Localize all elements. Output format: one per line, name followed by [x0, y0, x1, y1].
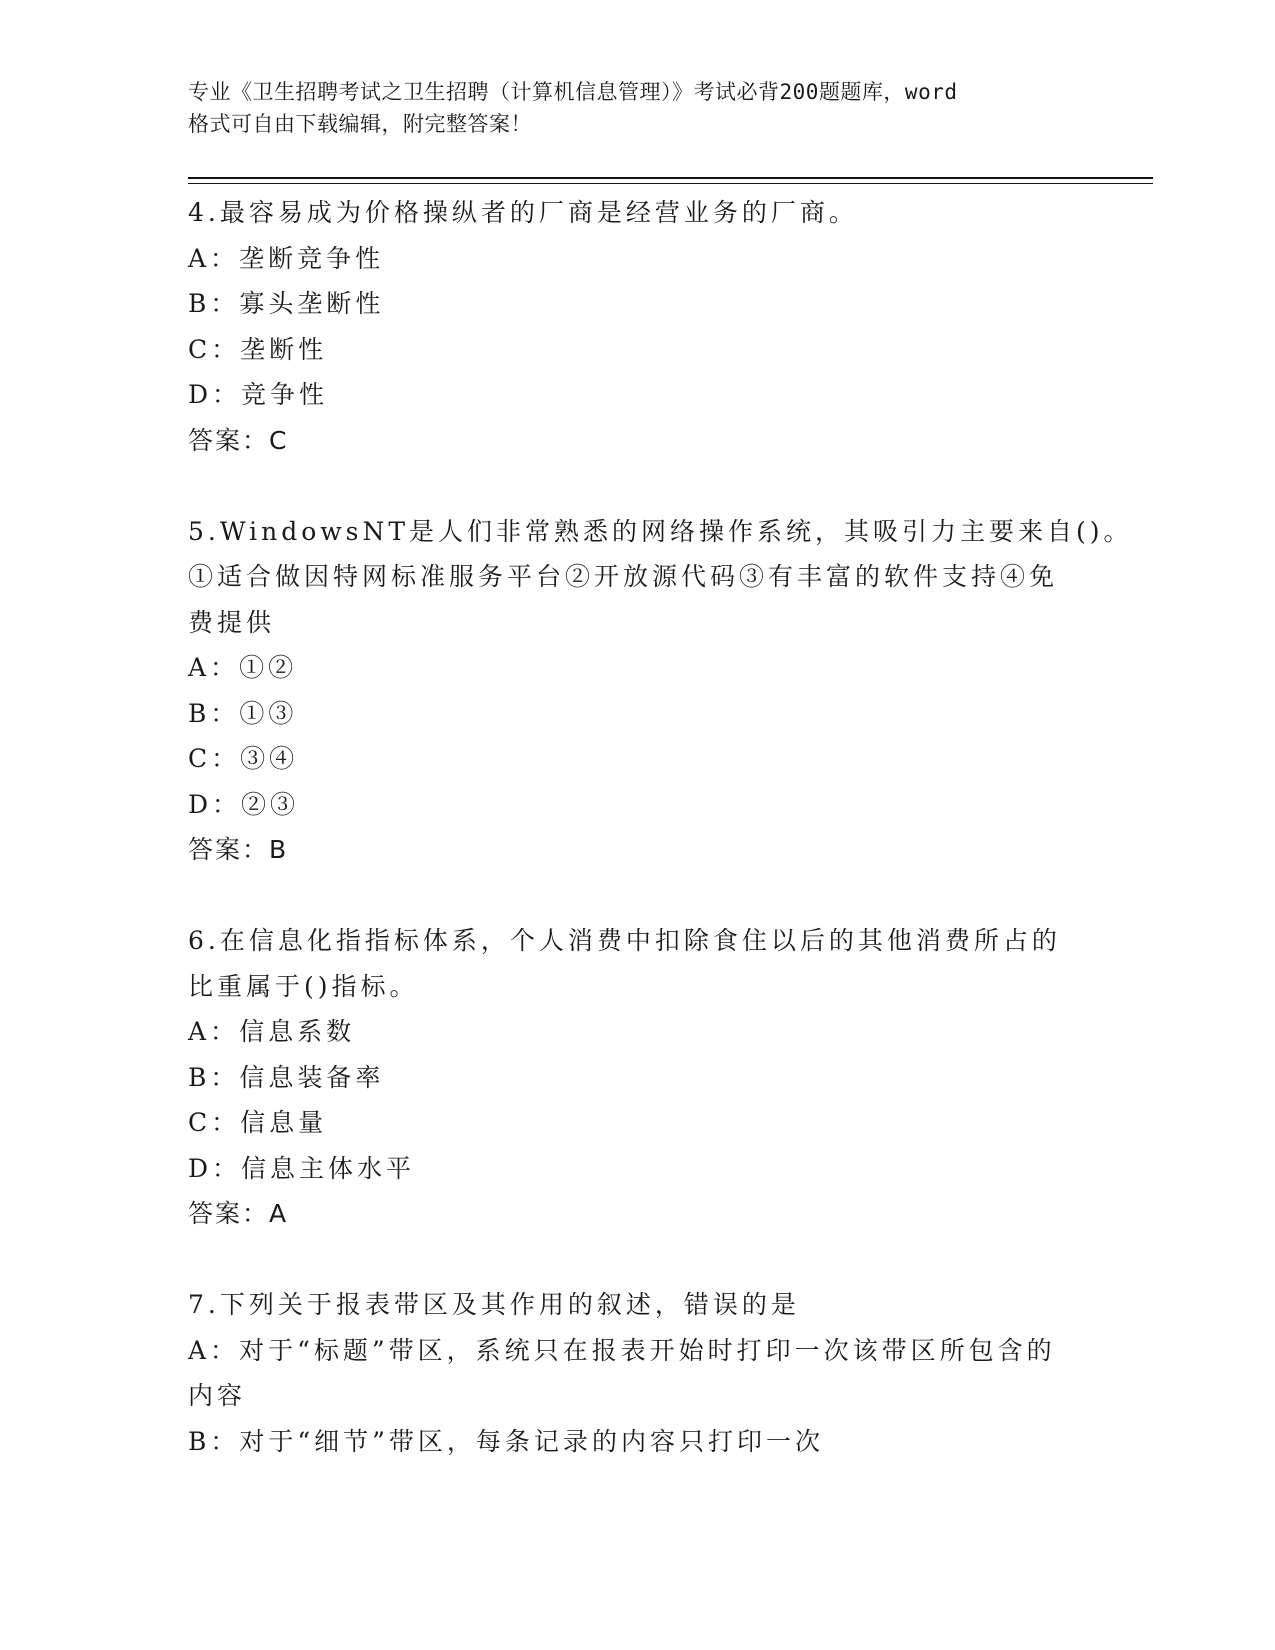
option-text: 垄断竞争性: [239, 243, 385, 273]
option-text: ③④: [240, 744, 299, 773]
option-text: 信息量: [240, 1108, 328, 1137]
header-divider-thin: [188, 183, 1153, 184]
option-b: [188, 281, 1088, 327]
header-line-2: 格式可自由下载编辑，附完整答案！: [188, 112, 532, 136]
option-text: 信息系数: [239, 1017, 356, 1046]
option-letter: B：: [188, 289, 240, 318]
option-letter: A：: [188, 653, 240, 682]
option-letter: B：: [188, 1062, 240, 1092]
option-letter: D：: [188, 380, 242, 409]
question-stem: 5.WindowsNT是人们非常熟悉的网络操作系统，其吸引力主要来自()。: [188, 516, 1133, 546]
option-text: 寡头垄断性: [239, 289, 385, 318]
option-a: [188, 645, 1088, 691]
question-stem: 6.在信息化指指标体系，个人消费中扣除食住以后的其他消费所占的: [188, 926, 1061, 955]
option-letter: C：: [188, 334, 241, 364]
answer-line: 答案：C: [188, 425, 289, 455]
option-text: 对于“标题”带区，系统只在报表开始时打印一次该带区所包含的: [239, 1335, 1056, 1365]
option-a-cont: 内容: [188, 1381, 247, 1410]
option-text: ①②: [239, 653, 298, 682]
answer-line: 答案：B: [188, 835, 289, 864]
question-item: [188, 1282, 1088, 1464]
option-d: [188, 1146, 1088, 1192]
option-text: 信息主体水平: [241, 1153, 416, 1183]
option-letter: B：: [188, 1426, 240, 1456]
option-a: [188, 1009, 1088, 1055]
option-c: [188, 736, 1088, 782]
question-stem: 7.下列关于报表带区及其作用的叙述，错误的是: [188, 1290, 800, 1319]
option-letter: C：: [188, 1108, 241, 1137]
option-letter: A：: [188, 1017, 240, 1046]
option-text: 竞争性: [241, 380, 329, 409]
question-stem-cont: 费提供: [188, 607, 276, 637]
option-letter: A：: [188, 1335, 240, 1365]
option-text: ②③: [241, 789, 300, 819]
option-letter: B：: [188, 698, 240, 728]
option-b: [188, 691, 1088, 737]
option-c: [188, 327, 1088, 373]
option-b: [188, 1055, 1088, 1101]
option-a: [188, 1328, 1088, 1374]
option-c: [188, 1100, 1088, 1146]
option-d: [188, 782, 1088, 828]
option-b: [188, 1419, 1088, 1465]
option-letter: D：: [188, 789, 242, 819]
header-line-1: 专业《卫生招聘考试之卫生招聘（计算机信息管理）》考试必背200题题库，word: [188, 80, 958, 104]
option-letter: D：: [188, 1153, 242, 1183]
option-text: ①③: [239, 698, 298, 728]
option-a: [188, 236, 1088, 282]
option-text: 信息装备率: [239, 1062, 385, 1092]
document-header: [188, 76, 1088, 140]
question-list: [188, 190, 1133, 1510]
option-letter: C：: [188, 744, 241, 773]
question-stem-cont: ①适合做因特网标准服务平台②开放源代码③有丰富的软件支持④免: [188, 562, 1059, 591]
question-stem: 4.最容易成为价格操纵者的厂商是经营业务的厂商。: [188, 198, 858, 227]
question-item: [188, 190, 1088, 463]
question-stem-cont: 比重属于()指标。: [188, 971, 419, 1001]
option-text: 对于“细节”带区，每条记录的内容只打印一次: [239, 1426, 824, 1456]
header-divider-thick: [188, 177, 1153, 179]
question-item: [188, 509, 1133, 873]
answer-line: 答案：A: [188, 1199, 289, 1228]
option-d: [188, 372, 1088, 418]
option-letter: A：: [188, 243, 240, 273]
question-item: [188, 918, 1088, 1237]
option-text: 垄断性: [240, 334, 328, 364]
